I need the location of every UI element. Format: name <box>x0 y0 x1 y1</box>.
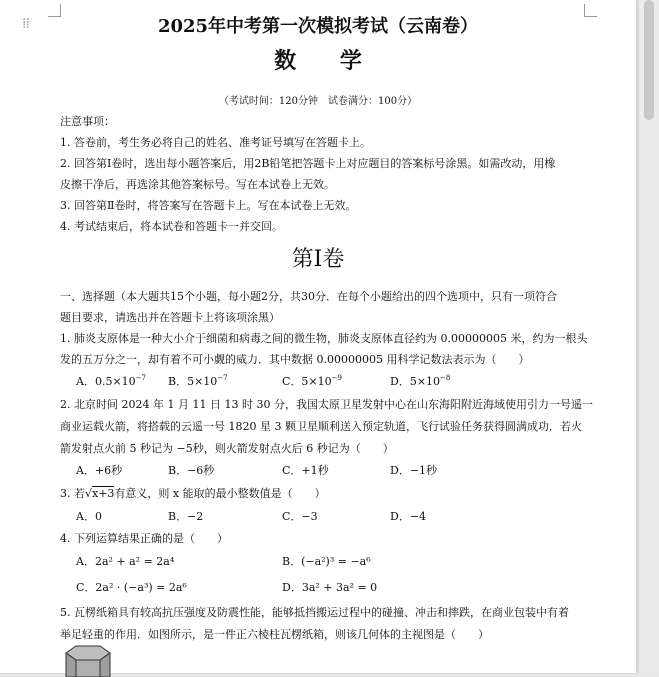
q1-option-a: A．$0.5\times 10^{-7}$ <box>76 374 146 388</box>
exam-info: （考试时间：120分钟 试卷满分：100分） <box>218 96 418 107</box>
question-1-stem: 1. 肺炎支原体是一种大小介于细菌和病毒之间的微生物，肺炎支原体直径约为 0.00000005 米，约为一根头 <box>60 332 588 345</box>
section-heading-cont: 题目要求，请选出并在答题卡上将该项涂黑） <box>60 311 280 324</box>
question-2-stem: 2. 北京时间 2024 年 1 月 11 日 13 时 30 分，我国太原卫星发射中心在山东海阳附近海域使用引力一号遥一 <box>60 398 593 411</box>
q3-option-d: D．−4 <box>390 510 427 523</box>
q3-option-a: A．0 <box>76 510 102 523</box>
question-1-stem-cont: 发的五万分之一，却有着不可小觑的威力．其中数据 0.00000005 用科学记数法表示为（ ） <box>60 353 530 366</box>
subject-title: 数 学 <box>274 48 380 74</box>
question-2-stem-cont: 箭发射点火前 5 秒记为 −5秒，则火箭发射点火后 6 秒记为（ ） <box>60 442 394 455</box>
question-4-stem: 4. 下列运算结果正确的是（ ） <box>60 532 228 545</box>
note-item: 皮擦干净后，再选涂其他答案标号。写在本试卷上无效。 <box>60 178 335 191</box>
exam-title: 2025年中考第一次模拟考试（云南卷） <box>157 16 479 37</box>
q2-option-d: D．−1秒 <box>390 464 438 477</box>
q2-option-c: C．+1秒 <box>282 464 329 477</box>
question-3-stem: 3. 若√x+3有意义，则 x 能取的最小整数值是（ ） <box>60 487 326 500</box>
drag-handle-icon[interactable]: ⁞⁞ <box>22 16 29 32</box>
q1-option-d: D．$5\times 10^{-8}$ <box>390 374 451 388</box>
q4-option-a: A．2a² + a² = 2a⁴ <box>76 555 175 568</box>
q1-option-b: B．$5\times 10^{-7}$ <box>168 374 228 388</box>
q4-option-b: B．(−a²)³ = −a⁶ <box>282 555 371 568</box>
notes-heading: 注意事项： <box>60 115 115 128</box>
q2-option-b: B．−6秒 <box>168 464 215 477</box>
note-item: 3. 回答第Ⅱ卷时，将答案写在答题卡上。写在本试卷上无效。 <box>60 199 357 212</box>
section-heading: 一、选择题（本大题共15个小题，每小题2分，共30分．在每个小题给出的四个选项中，只有一项符合 <box>60 290 557 303</box>
q3-option-b: B．−2 <box>168 510 204 523</box>
q1-option-c: C．$5\times 10^{-9}$ <box>282 374 342 388</box>
question-5-stem: 5. 瓦楞纸箱具有较高抗压强度及防震性能，能够抵挡搬运过程中的碰撞、冲击和摔跌，在商业包装中有着 <box>60 606 569 619</box>
hexagonal-prism-figure <box>58 643 118 677</box>
question-2-stem-cont: 商业运载火箭，将搭载的云遥一号 1820 星 3 颗卫星顺利送入预定轨道，飞行试验任务获得圆满成功．若火 <box>60 420 582 433</box>
sqrt-radical: √x+3 <box>85 487 115 500</box>
q2-option-a: A．+6秒 <box>76 464 123 477</box>
q3-option-c: C．−3 <box>282 510 318 523</box>
vertical-scrollbar[interactable] <box>638 0 659 673</box>
q4-option-c: C．2a² · (−a³) = 2a⁶ <box>76 581 187 594</box>
volume-heading: 第Ⅰ卷 <box>291 247 345 272</box>
note-item: 4. 考试结束后，将本试卷和答题卡一并交回。 <box>60 220 283 233</box>
scrollbar-thumb[interactable] <box>644 0 654 120</box>
note-item: 1. 答卷前，考生务必将自己的姓名、准考证号填写在答题卡上。 <box>60 136 371 149</box>
q4-option-d: D．3a² + 3a² = 0 <box>282 581 378 594</box>
note-item: 2. 回答第Ⅰ卷时，选出每小题答案后，用2B铅笔把答题卡上对应题目的答案标号涂黑。如需改动，用橡 <box>60 157 556 170</box>
question-5-stem-cont: 举足轻重的作用．如图所示，是一件正六棱柱瓦楞纸箱，则该几何体的主视图是（ ） <box>60 628 489 641</box>
